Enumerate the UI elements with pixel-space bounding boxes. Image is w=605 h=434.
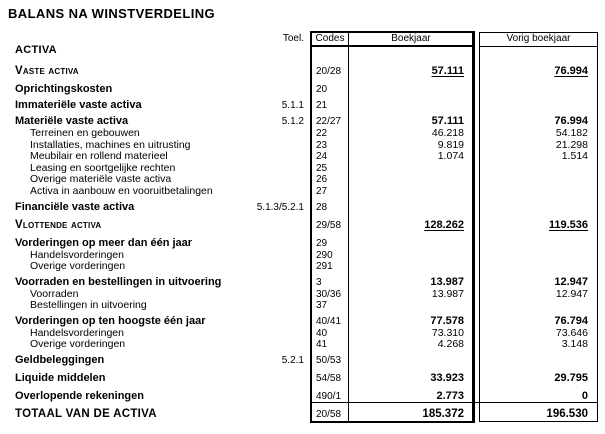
row-label: Immateriële vaste activa — [15, 99, 142, 111]
row-label: Financiële vaste activa — [15, 201, 135, 213]
current-year-value: 13.987 — [431, 287, 464, 300]
previous-year-value: 196.530 — [546, 408, 588, 420]
row-label: Liquide middelen — [15, 372, 106, 384]
toel-reference: 5.2.1 — [281, 355, 304, 366]
current-year-value: 185.372 — [422, 408, 464, 420]
table-row — [0, 219, 605, 232]
current-year-value: 57.111 — [431, 65, 464, 77]
toel-reference: 5.1.2 — [281, 116, 304, 127]
row-label: Meubilair en rollend materieel — [30, 150, 168, 162]
row-label: Overige vorderingen — [30, 338, 126, 350]
row-label: Installaties, machines en uitrusting — [30, 138, 191, 151]
row-label: Materiële vaste activa — [15, 115, 129, 127]
account-code: 290 — [316, 249, 333, 261]
account-code: 20/58 — [316, 409, 342, 420]
table-row — [0, 354, 605, 367]
row-label: Terreinen en gebouwen — [30, 127, 140, 139]
account-code: 21 — [316, 100, 328, 111]
row-label: Vaste activa — [15, 65, 79, 77]
table-row — [0, 390, 605, 403]
account-code: 25 — [316, 162, 328, 174]
toel-reference: 5.1.3/5.2.1 — [256, 202, 304, 213]
table-row — [0, 408, 605, 421]
account-code: 20/28 — [316, 66, 342, 77]
row-label: Vorderingen op meer dan één jaar — [15, 237, 193, 249]
previous-year-value: 54.182 — [555, 127, 588, 139]
account-code: 23 — [316, 139, 328, 151]
table-row — [0, 338, 605, 351]
column-header-toel: Toel. — [282, 33, 304, 44]
account-code: 3 — [316, 277, 322, 288]
account-code: 30/36 — [316, 288, 342, 300]
current-year-value: 2.773 — [436, 390, 464, 402]
row-label: Overlopende rekeningen — [15, 390, 144, 402]
row-label: TOTAAL VAN DE ACTIVA — [15, 408, 157, 420]
table-row — [0, 201, 605, 214]
document-title: BALANS NA WINSTVERDELING — [8, 6, 216, 21]
column-header-current-year: Boekjaar — [391, 33, 431, 44]
row-label: Oprichtingskosten — [15, 83, 113, 95]
previous-year-value: 73.646 — [555, 326, 588, 339]
account-code: 37 — [316, 300, 328, 311]
current-year-value: 33.923 — [430, 372, 464, 384]
table-row — [0, 185, 605, 198]
previous-year-value: 76.794 — [554, 315, 588, 327]
row-label: Voorraden — [30, 287, 79, 300]
table-row — [0, 99, 605, 112]
current-year-value: 13.987 — [430, 276, 464, 288]
previous-year-value: 3.148 — [561, 338, 588, 350]
row-label: Handelsvorderingen — [30, 326, 124, 339]
column-header-previous-year: Vorig boekjaar — [506, 33, 571, 44]
account-code: 54/58 — [316, 373, 342, 384]
account-code: 28 — [316, 202, 328, 213]
previous-year-value: 1.514 — [561, 150, 588, 162]
account-code: 490/1 — [316, 391, 342, 402]
current-year-value: 1.074 — [437, 150, 464, 162]
current-year-value: 9.819 — [437, 138, 464, 151]
account-code: 20 — [316, 84, 328, 95]
table-row — [0, 44, 605, 57]
account-code: 27 — [316, 185, 328, 197]
account-code: 22 — [316, 128, 328, 139]
account-code: 40 — [316, 327, 328, 339]
table-row — [0, 260, 605, 273]
previous-year-value: 0 — [581, 390, 588, 402]
account-code: 29/58 — [316, 220, 342, 231]
row-label: Activa in aanbouw en vooruitbetalingen — [30, 184, 213, 197]
row-label: Leasing en soortgelijke rechten — [30, 161, 176, 174]
table-row — [0, 65, 605, 78]
current-year-value: 128.262 — [424, 219, 464, 231]
row-label: Vlottende activa — [15, 219, 102, 231]
row-label: Voorraden en bestellingen in uitvoering — [15, 276, 222, 288]
row-label: Vorderingen op ten hoogste één jaar — [15, 315, 206, 327]
account-code: 24 — [316, 151, 328, 162]
account-code: 40/41 — [316, 316, 342, 327]
account-code: 29 — [316, 238, 328, 249]
previous-year-value: 76.994 — [554, 65, 588, 77]
row-label: Overige materiële vaste activa — [30, 173, 172, 185]
current-year-value: 57.111 — [431, 115, 464, 127]
previous-year-value: 12.947 — [554, 276, 588, 288]
row-label: Overige vorderingen — [30, 260, 126, 272]
account-code: 26 — [316, 174, 328, 185]
current-year-value: 77.578 — [430, 315, 464, 327]
table-row — [0, 299, 605, 312]
current-year-value: 46.218 — [431, 127, 464, 139]
table-row — [0, 83, 605, 96]
column-header-codes: Codes — [315, 33, 345, 44]
current-year-value: 73.310 — [431, 326, 464, 339]
account-code: 50/53 — [316, 355, 342, 366]
previous-year-value: 76.994 — [554, 115, 588, 127]
previous-year-value: 29.795 — [554, 372, 588, 384]
current-year-value: 4.268 — [437, 338, 464, 350]
account-code: 41 — [316, 339, 328, 350]
previous-year-value: 12.947 — [555, 287, 588, 300]
table-row — [0, 372, 605, 385]
row-label: Bestellingen in uitvoering — [30, 299, 147, 311]
previous-year-value: 21.298 — [555, 138, 588, 151]
account-code: 291 — [316, 261, 333, 272]
row-label: Handelsvorderingen — [30, 248, 124, 261]
previous-year-value: 119.536 — [548, 219, 588, 231]
toel-reference: 5.1.1 — [281, 100, 304, 111]
account-code: 22/27 — [316, 116, 342, 127]
row-label: Geldbeleggingen — [15, 354, 105, 366]
row-label: ACTIVA — [15, 44, 57, 56]
